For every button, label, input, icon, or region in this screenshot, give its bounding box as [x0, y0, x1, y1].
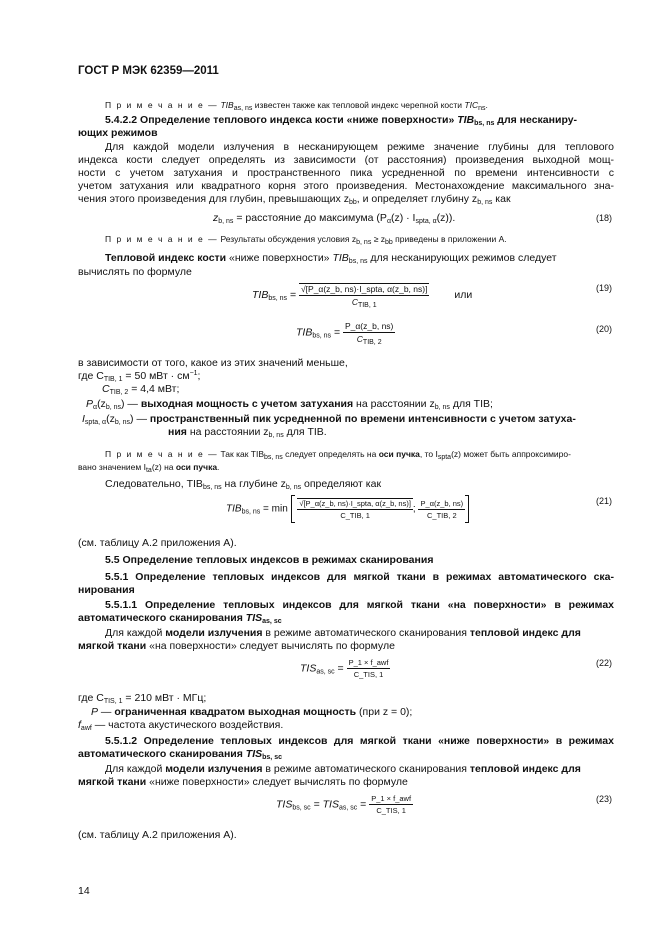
paragraph-line: учетом затухания или квадратного корня этого произведения. Местонахождение максимального зна-	[78, 180, 614, 192]
paragraph-line: Для каждой модели излучения в режиме автоматического сканирования тепловой индекс для	[105, 627, 581, 639]
definition-line: в зависимости от того, какое из этих значений меньше,	[78, 357, 348, 369]
section-5-5-heading: 5.5 Определение тепловых индексов в режимах сканирования	[105, 554, 434, 566]
definition-line: $C_{TIB, 2} = 4,4$ мВт;	[102, 383, 180, 396]
note-1: П р и м е ч а н и е — $TIB_{as, ns}$ известен также как тепловой индекс черепной кости $TIC_{ns}$.	[105, 100, 488, 112]
paragraph-line: ности с учетом затухания и пространственного пика усредненной по времени интенсивности с	[78, 167, 614, 179]
note-3-cont: вано значением $I_{ta}(z)$ на оси пучка.	[78, 462, 220, 474]
reference-line: (см. таблицу А.2 приложения А).	[78, 537, 237, 549]
paragraph-line: Тепловой индекс кости «ниже поверхности» $TIB_{bs, ns}$ для несканирующих режимов следует	[105, 252, 557, 265]
paragraph-line: Следовательно, $TIB_{bs, ns}$ на глубине $z_{b, ns}$ определяют как	[105, 478, 382, 491]
equation-22: $TIS_{as, sc}$ = $\frac{\text{P\_1 × f\_awf}}{\text{C\_TIS, 1}}$	[300, 658, 389, 679]
document-header: ГОСТ Р МЭК 62359—2011	[78, 65, 219, 77]
page-number: 14	[78, 885, 90, 897]
section-5-4-2-2-heading: 5.4.2.2 Определение теплового индекса кости «ниже поверхности» $TIB_{bs, ns}$ для несканиру-	[105, 114, 578, 127]
definition-line: $f_{awf}$ — частота акустического воздействия.	[78, 719, 284, 732]
note-3: П р и м е ч а н и е — Так как $TIB_{bs, ns}$ следует определять на оси пучка, то $I_{spta}(z)$ может быть аппроксимиро-	[105, 449, 571, 461]
equation-23: $TIS_{bs, sc} = TIS_{as, sc}$ = $\frac{\text{P\_1 × f\_awf}}{\text{C\_TIS, 1}}$	[276, 794, 412, 815]
definition-line: где $C_{TIB, 1} = 50$ мВт · $см^{-1}$;	[78, 370, 201, 383]
definition-line: $P_\alpha(z_{b, ns})$ — выходная мощность с учетом затухания на расстоянии $z_{b, ns}$ для TIB;	[86, 398, 493, 411]
equation-number: (18)	[596, 213, 613, 223]
equation-18: $z_{b, ns}$ = расстояние до максимума $(P_\alpha(z) \cdot I_{spta, \alpha}(z))$.	[213, 212, 456, 225]
equation-20: $TIB_{bs, ns}$ = $\frac{P\_\alpha(z\_b, ns)}{C_{TIB, 2}}$	[296, 321, 394, 346]
section-5-5-1-1-heading-cont: автоматического сканирования $TIS_{as, sc}$	[78, 612, 282, 625]
equation-number: (20)	[596, 324, 613, 334]
section-5-5-1-heading-cont: нирования	[78, 584, 135, 596]
equation-number: (21)	[596, 496, 613, 506]
section-5-5-1-1-heading: 5.5.1.1 Определение тепловых индексов для мягкой ткани «на поверхности» в режимах	[105, 599, 614, 611]
definition-line: $I_{spta, \alpha}(z_{b, ns})$ — пространственный пик усредненной по времени интенсивности с учетом затуха-	[82, 413, 576, 426]
paragraph-line: мягкой ткани «на поверхности» следует вычислять по формуле	[78, 640, 395, 652]
equation-number: (23)	[596, 794, 613, 804]
definition-line: где $C_{TIS, 1} = 210$ мВт · МГц;	[78, 692, 207, 705]
section-5-5-1-2-heading: 5.5.1.2 Определение тепловых индексов для мягкой ткани «ниже поверхности» в режимах	[105, 735, 614, 747]
section-5-5-1-heading: 5.5.1 Определение тепловых индексов для мягкой ткани в режимах автоматического ска-	[105, 571, 614, 583]
paragraph-line: чения этого произведения для глубин, превышающих $z_{bb}$, и определяет глубину $z_{b, ns}$ как	[78, 193, 511, 206]
equation-19: $TIB_{bs, ns}$ = $\frac{\text{√[P\_α(z\_b, ns)·I\_spta, α(z\_b, ns)]}}{C_{TIB, 1}}$ или	[252, 284, 473, 309]
paragraph-line: мягкой ткани «ниже поверхности» следует вычислять по формуле	[78, 776, 408, 788]
note-2: П р и м е ч а н и е — Результаты обсуждения условия $z_{b, ns} \ge z_{bb}$ приведены в приложении А.	[105, 234, 507, 246]
equation-21: $TIB_{bs, ns} = \min$ $\frac{\text{√[P\_α(z\_b, ns)·I\_spta, α(z\_b, ns)]}}{\text{C\_TIB, 1}}$ ; $\frac{P\_\alpha(z\_b, ns)}{\text{C\_TIB, 2}}$	[226, 495, 469, 523]
paragraph-line: вычислять по формуле	[78, 266, 192, 278]
paragraph-line: Для каждой модели излучения в режиме автоматического сканирования тепловой индекс для	[105, 763, 581, 775]
equation-number: (22)	[596, 658, 613, 668]
paragraph-line: Для каждой модели излучения в несканирующем режиме значение глубины для теплового	[105, 141, 614, 153]
definition-line: ния на расстоянии $z_{b, ns}$ для TIB.	[168, 426, 327, 439]
paragraph-line: индекса кости следует определять из зависимости (от расстояния) произведения выходной мощ-	[78, 154, 614, 166]
definition-line: P — ограниченная квадратом выходная мощность (при z = 0);	[91, 706, 413, 718]
section-5-5-1-2-heading-cont: автоматического сканирования $TIS_{bs, sc}$	[78, 748, 282, 761]
section-5-4-2-2-heading-cont: ющих режимов	[78, 127, 158, 139]
equation-number: (19)	[596, 283, 613, 293]
reference-line: (см. таблицу А.2 приложения А).	[78, 829, 237, 841]
